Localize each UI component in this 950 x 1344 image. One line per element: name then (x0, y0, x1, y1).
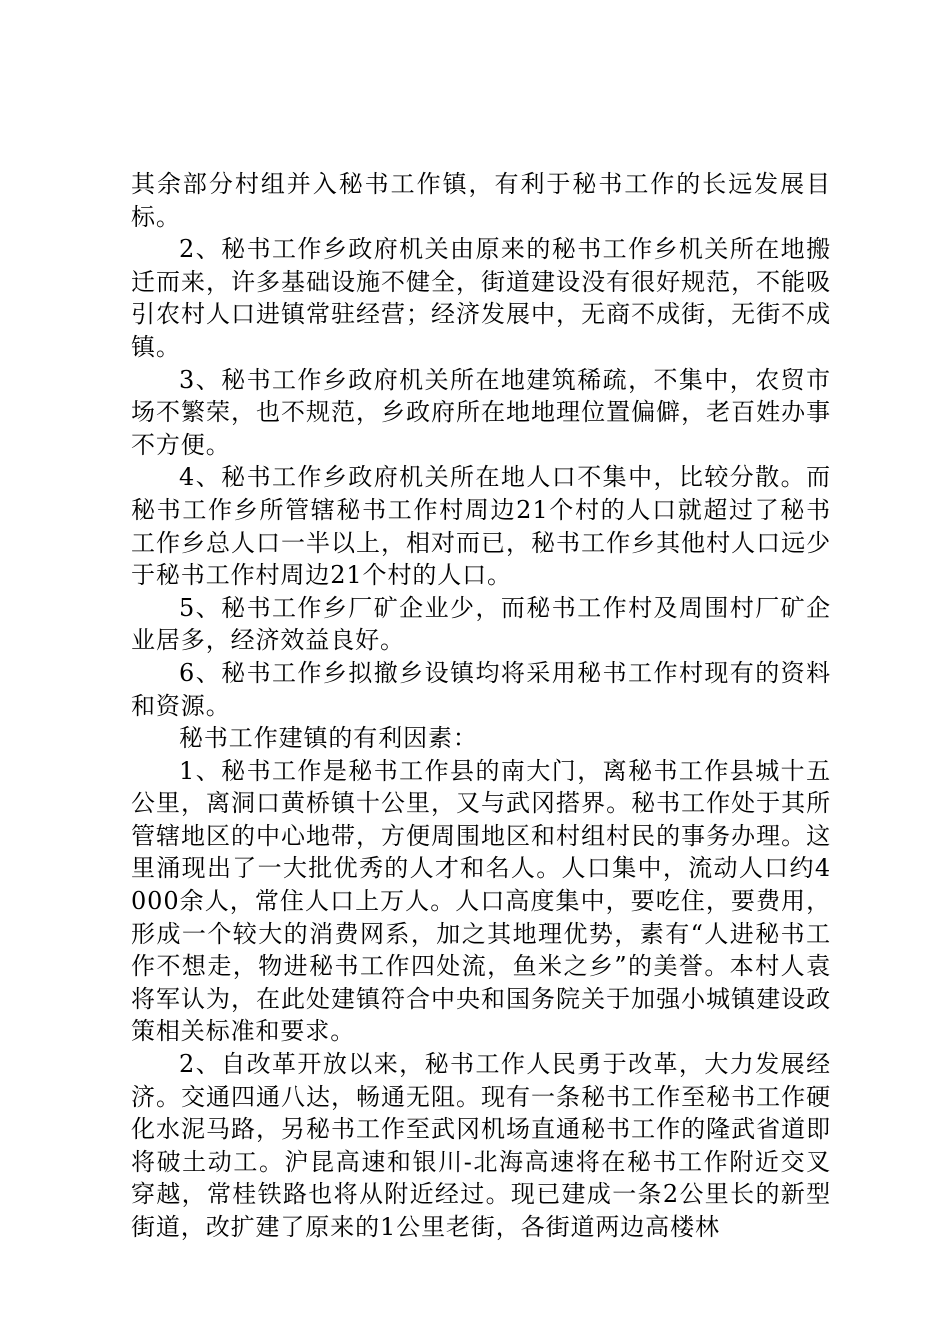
paragraph-8: 2、自改革开放以来，秘书工作人民勇于改革，大力发展经济。交通四通八达，畅通无阻。现有一条秘书工作至秘书工作硬化水泥马路，另秘书工作至武冈机场直通秘书工作的隆武省道即将破土动工。沪昆高速和银川-北海高速将在秘书工作附近交叉穿越，常桂铁路也将从附近经过。现已建成一条2公里长的新型街道，改扩建了原来的1公里老街，各街道两边高楼林 (131, 1050, 831, 1241)
paragraph-4: 4、秘书工作乡政府机关所在地人口不集中，比较分散。而秘书工作乡所管辖秘书工作村周边21个村的人口就超过了秘书工作乡总人口一半以上，相对而已，秘书工作乡其他村人口远少于秘书工作村周边21个村的人口。 (131, 463, 831, 590)
paragraph-7: 1、秘书工作是秘书工作县的南大门，离秘书工作县城十五公里，离洞口黄桥镇十公里，又与武冈搭界。秘书工作处于其所管辖地区的中心地带，方便周围地区和村组村民的事务办理。这里涌现出了一大批优秀的人才和名人。人口集中，流动人口约4000余人，常住人口上万人。人口高度集中，要吃住，要费用，形成一个较大的消费网系，加之其地理优势，素有“人进秘书工作不想走，物进秘书工作四处流，鱼米之乡”的美誉。本村人袁将军认为，在此处建镇符合中央和国务院关于加强小城镇建设政策相关标准和要求。 (131, 756, 831, 1046)
paragraph-6: 6、秘书工作乡拟撤乡设镇均将采用秘书工作村现有的资料和资源。 (131, 658, 831, 720)
paragraph-3: 3、秘书工作乡政府机关所在地建筑稀疏，不集中，农贸市场不繁荣，也不规范，乡政府所在地地理位置偏僻，老百姓办事不方便。 (131, 365, 831, 459)
paragraph-5: 5、秘书工作乡厂矿企业少，而秘书工作村及周围村厂矿企业居多，经济效益良好。 (131, 593, 831, 655)
paragraph-2: 2、秘书工作乡政府机关由原来的秘书工作乡机关所在地搬迁而来，许多基础设施不健全，街道建设没有很好规范，不能吸引农村人口进镇常驻经营；经济发展中，无商不成街，无街不成镇。 (131, 235, 831, 361)
document-body (131, 168, 831, 1244)
paragraph-1: 其余部分村组并入秘书工作镇，有利于秘书工作的长远发展目标。 (131, 170, 831, 231)
section-heading-advantages: 秘书工作建镇的有利因素： (179, 724, 478, 753)
